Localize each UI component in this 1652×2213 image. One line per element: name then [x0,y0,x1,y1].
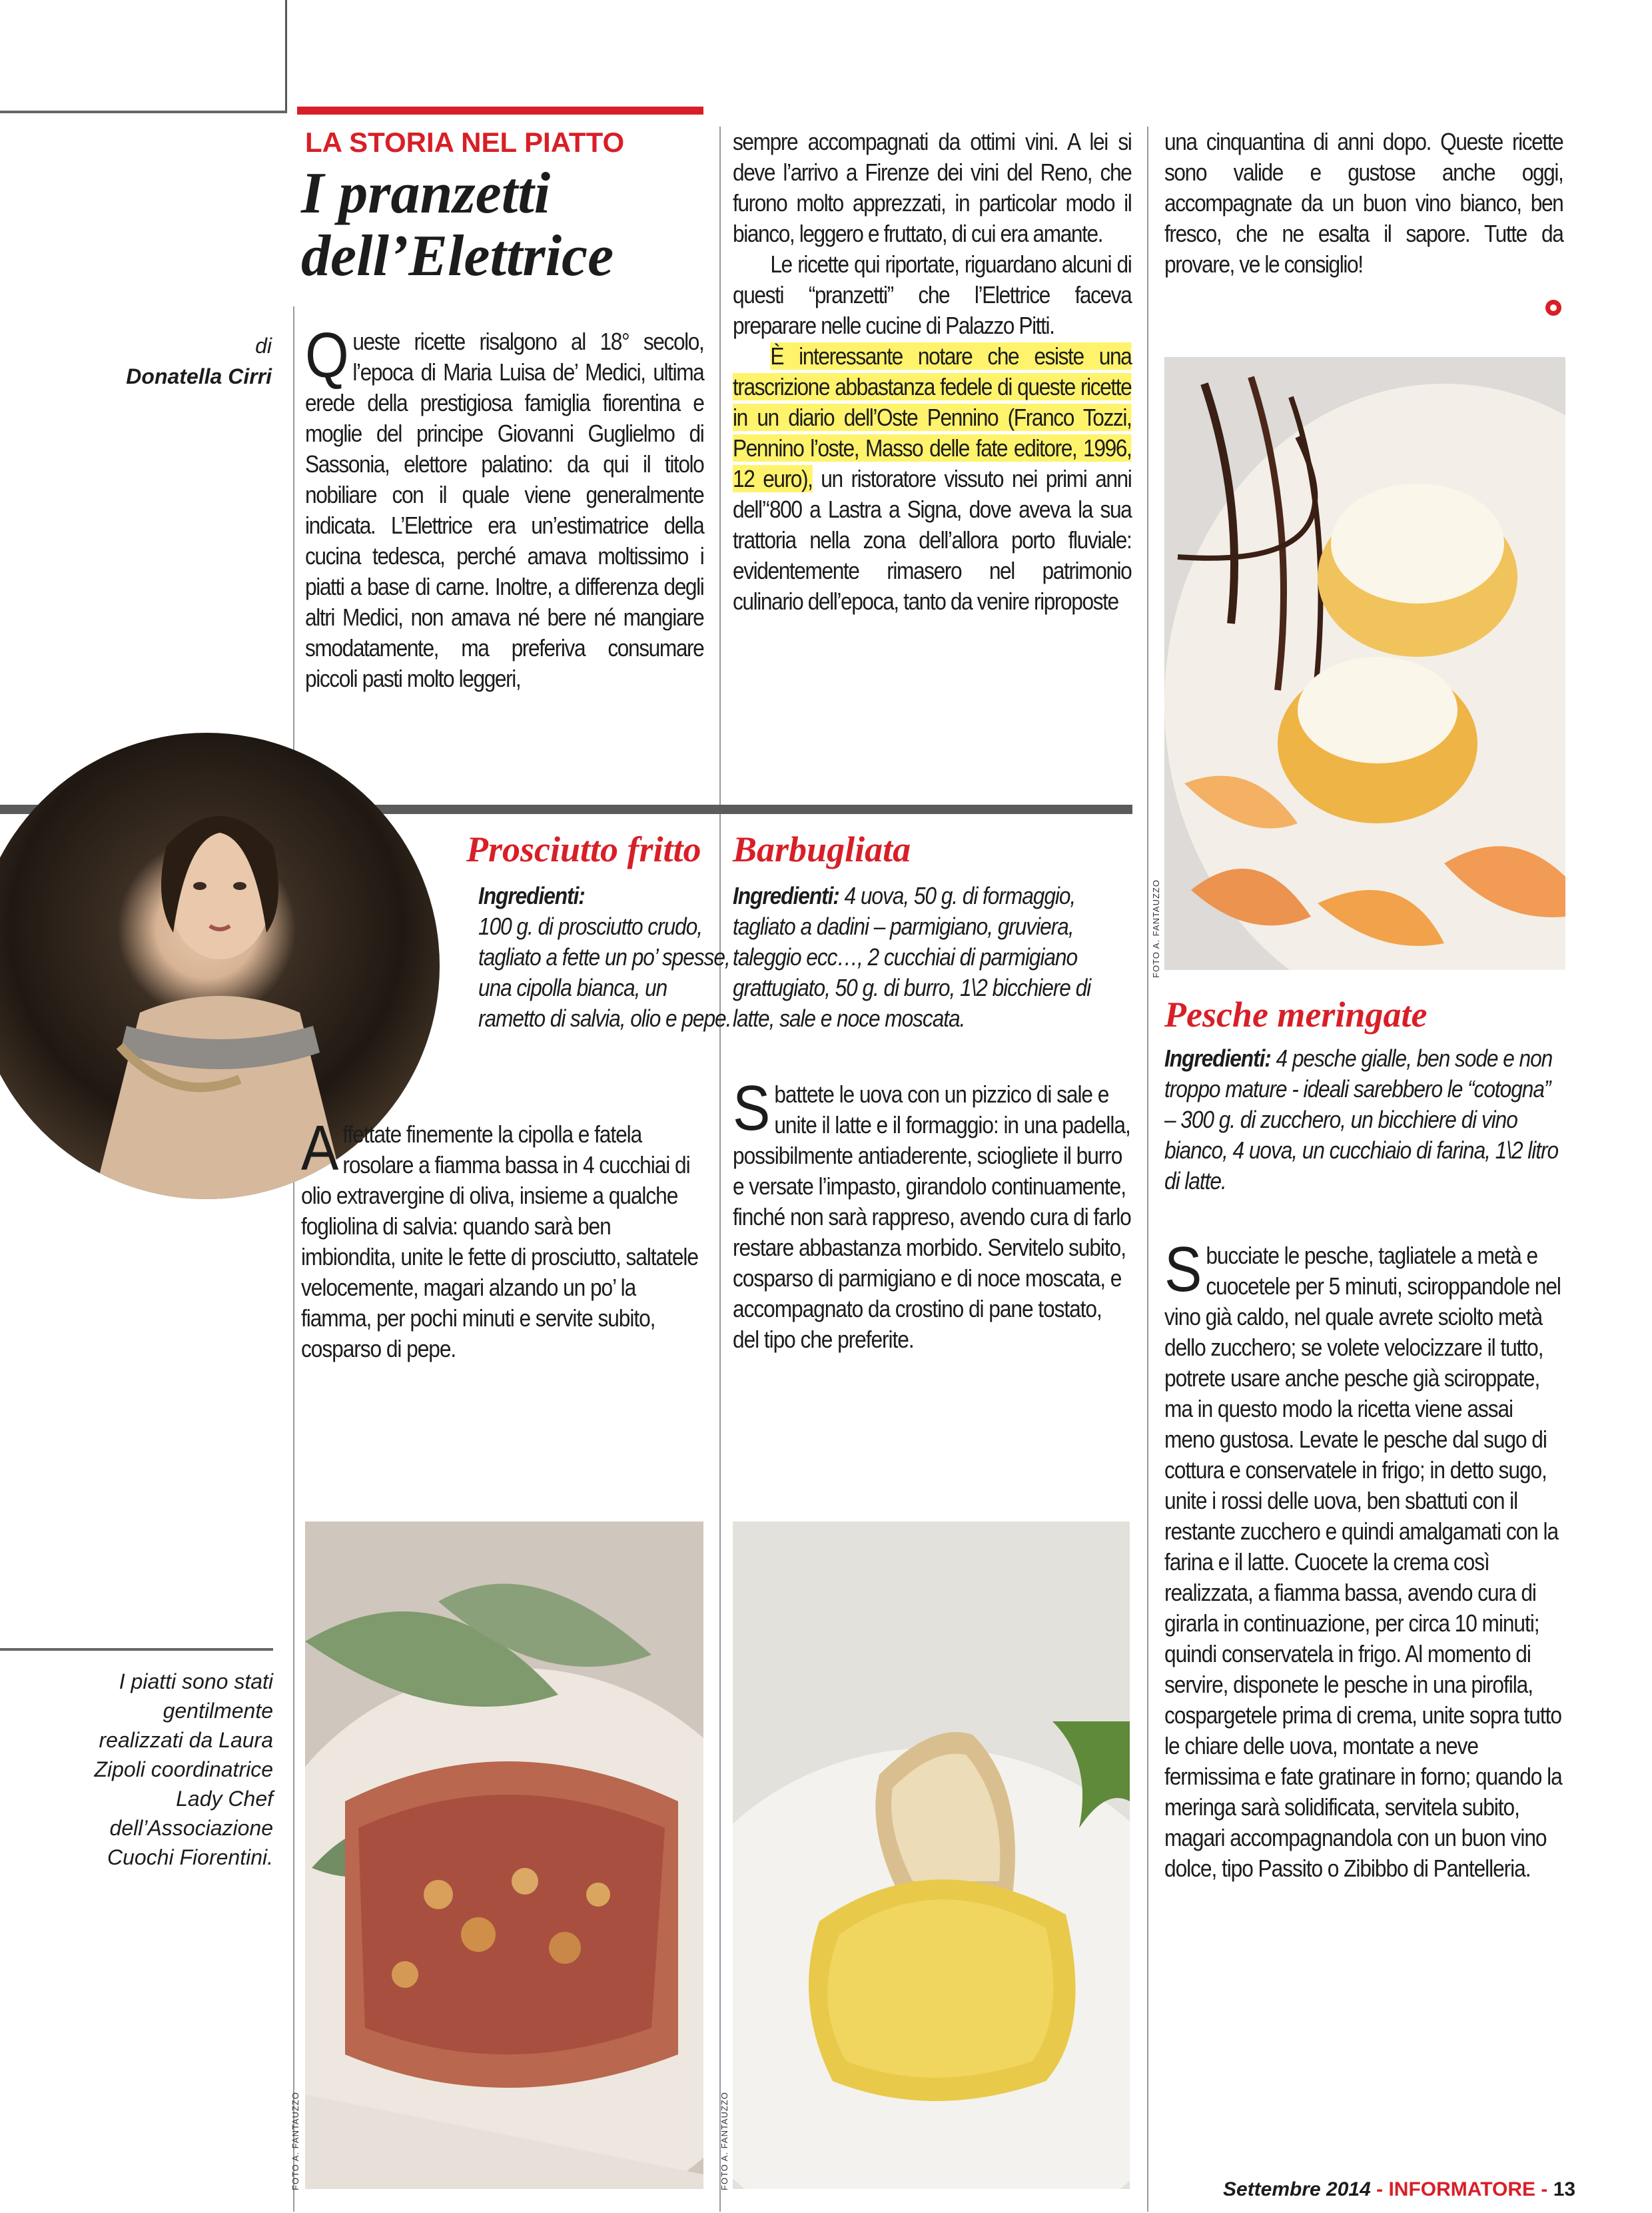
footer-date: Settembre 2014 [1223,2178,1371,2200]
procedure-text-prosciutto: ffettate finemente la cipolla e fatela rosolare a fiamma bassa in 4 cucchiai di olio extravergine di oliva, insieme a qualche fogliolina di salvia: quando sarà ben imbiondita, unite le fette di prosciutto, saltatele velocemente, magari alzando un po’ la fiamma, per pochi minuti e servite subito, cosparso di pepe. [301,1120,698,1362]
photo-credit-pesche: FOTO A. FANTAUZZO [1151,879,1161,978]
ingredients-label-barbugliata: Ingredienti: [733,882,839,909]
byline-prefix: di [255,334,272,358]
section-kicker: LA STORIA NEL PIATTO [305,127,625,158]
top-left-rule [0,111,286,113]
photo-barbugliata [733,1522,1130,2189]
prosciutto-dish-illustration [305,1522,703,2189]
intro-column-2 [733,127,1131,617]
recipe-procedure-pesche [1164,1234,1563,1884]
byline [40,330,272,392]
barbugliata-dish-illustration [733,1522,1130,2189]
ingredients-text-pesche: 4 pesche gialle, ben sode e non troppo mature - ideali sarebbero le “cotogna” – 300 g. di zucchero, un bicchiere di vino bianco, 4 uova, un cucchiaio di farina, 1\2 litro di latte. [1164,1045,1559,1194]
recipe-title-prosciutto: Prosciutto fritto [466,829,701,869]
photo-pesche-meringate [1164,357,1565,970]
procedure-text-pesche: bucciate le pesche, tagliatele a metà e cuocetele per 5 minuti, sciroppandole nel vino già caldo, nel quale avrete sciolto metà dello zucchero; se volete velocizzare il tutto, potrete usare anche pesche già sciroppate, ma in questo modo la ricetta viene assai meno gustosa. Levate le pesche dal sugo di cottura e conservatele in frigo; in detto sugo, unite i rossi delle uova, ben sbattuti con il restante zucchero e quindi amalgamati con la farina e il latte. Cuocete la crema così realizzata, a fiamma bassa, avendo cura di girarla in continuazione, per circa 10 minuti; quindi conservatela in frigo. Al momento di servire, disponete le pesche in una pirofila, cospargetele prima di crema, unite sopra tutto le chiare delle uova, montate a neve fermissima e fate gratinare in forno; quando la meringa sarà solidificata, servitela subito, magari accompagnandola con un buon vino dolce, tipo Passito o Zibibbo di Pantelleria. [1164,1242,1562,1882]
intro-dropcap: Q [305,320,348,391]
article-title-line2: dell’Elettrice [301,224,614,288]
highlighted-passage: È interessante notare che esiste una trascrizione abbastanza fedele di queste ricette in un diario dell’Oste Pennino (Franco Tozzi, Pennino l’oste, Masso delle fate editore, 1996, 12 euro), [733,342,1132,492]
recipe-title-barbugliata: Barbugliata [733,829,911,869]
recipe-procedure-barbugliata [733,1073,1131,1355]
recipe-ingredients-barbugliata [733,881,1131,1034]
intro-paragraph-4: una cinquantina di anni dopo. Queste ricette sono valide e gustose anche oggi, accompagnate da un buon vino bianco, ben fresco, che ne esalta il sapore. Tutte da provare, ve le consiglio! [1164,128,1563,278]
page-footer: Settembre 2014 - INFORMATORE - 13 [1223,2178,1576,2200]
ingredients-label-prosciutto: Ingredienti: [478,882,585,909]
dropcap-barbugliata: S [733,1073,770,1144]
ingredients-label-pesche: Ingredienti: [1164,1045,1271,1072]
footer-page-number: 13 [1553,2178,1576,2200]
photo-credit-barbugliata: FOTO A. FANTAUZZO [719,2092,729,2190]
photo-prosciutto-fritto [305,1522,703,2189]
intro-column-1 [305,320,704,694]
intro-column-3 [1164,127,1563,280]
intro-paragraph-2: Le ricette qui riportate, riguardano alcuni di questi “pranzetti” che l’Elettrice faceva preparare nelle cucine di Palazzo Pitti. [733,250,1132,339]
recipe-procedure-prosciutto [301,1112,699,1364]
intro-paragraph-3-rest: un ristoratore vissuto nei primi anni dell’‘800 a Lastra a Signa, dove aveva la sua trattoria nella zona dell’allora porto fluviale: evidentemente rimasero nel patrimonio culinario dell’epoca, tanto da venire riproposte [733,465,1132,615]
footer-magazine: INFORMATORE [1388,2178,1536,2200]
procedure-text-barbugliata: battete le uova con un pizzico di sale e unite il latte e il formaggio: in una padella, possibilmente antiaderente, sciogliete il burro e versate l’impasto, girandolo continuamente, finché non sarà rappreso, avendo cura di farlo restare abbastanza morbido. Servitelo subito, cosparso di parmigiano e di noce moscata, e accompagnato da crostino di pane tostato, del tipo che preferite. [733,1081,1131,1353]
intro-paragraph-1: sempre accompagnati da ottimi vini. A lei si deve l’arrivo a Firenze dei vini del Reno, che furono molto apprezzati, in particolar modo il bianco, leggero e fruttato, di cui era amante. [733,128,1132,247]
ingredients-text-barbugliata: 4 uova, 50 g. di formaggio, tagliato a dadini – parmigiano, gruviera, taleggio ecc…, 2 cucchiai di parmigiano grattugiato, 50 g. di burro, 1\2 bicchiere di latte, sale e noce moscata. [733,882,1091,1032]
intro-text-1: ueste ricette risalgono al 18° secolo, l’epoca di Maria Luisa de’ Medici, ultima erede della prestigiosa famiglia fiorentina e moglie del principe Giovanni Guglielmo di Sassonia, elettore palatino: da qui il titolo nobiliare con il quale viene generalmente indicata. L’Elettrice era un’estimatrice della cucina tedesca, perché amava moltissimo i piatti a base di carne. Inoltre, a differenza degli altri Medici, non amava né bere né mangiare smodatamente, ma preferiva consumare piccoli pasti molto leggeri, [305,328,704,692]
ingredients-text-prosciutto: 100 g. di prosciutto crudo, tagliato a fette un po’ spesse, una cipolla bianca, un rametto di salvia, olio e pepe. [478,913,731,1032]
recipe-title-pesche: Pesche meringate [1164,995,1428,1035]
column-divider-mid [719,127,721,2212]
column-divider-right [1147,127,1148,2212]
header-red-rule [297,107,703,115]
photo-caption: I piatti sono stati gentilmente realizzati da Laura Zipoli coordinatrice Lady Chef dell’Associazione Cuochi Fiorentini. [94,1669,273,1869]
recipe-ingredients-prosciutto [478,881,736,1034]
caption-rule [0,1648,273,1651]
article-title-line1: I pranzetti [301,161,551,226]
article-end-mark [1545,300,1561,316]
left-margin-rule [285,0,287,113]
byline-author: Donatella Cirri [126,364,272,388]
peach-dish-illustration [1164,357,1565,970]
dropcap-prosciutto: A [301,1112,338,1184]
dropcap-pesche: S [1164,1234,1202,1305]
recipe-ingredients-pesche [1164,1043,1563,1196]
column-divider-left [293,306,294,2212]
photo-credit-prosciutto: FOTO A. FANTAUZZO [290,2092,300,2190]
